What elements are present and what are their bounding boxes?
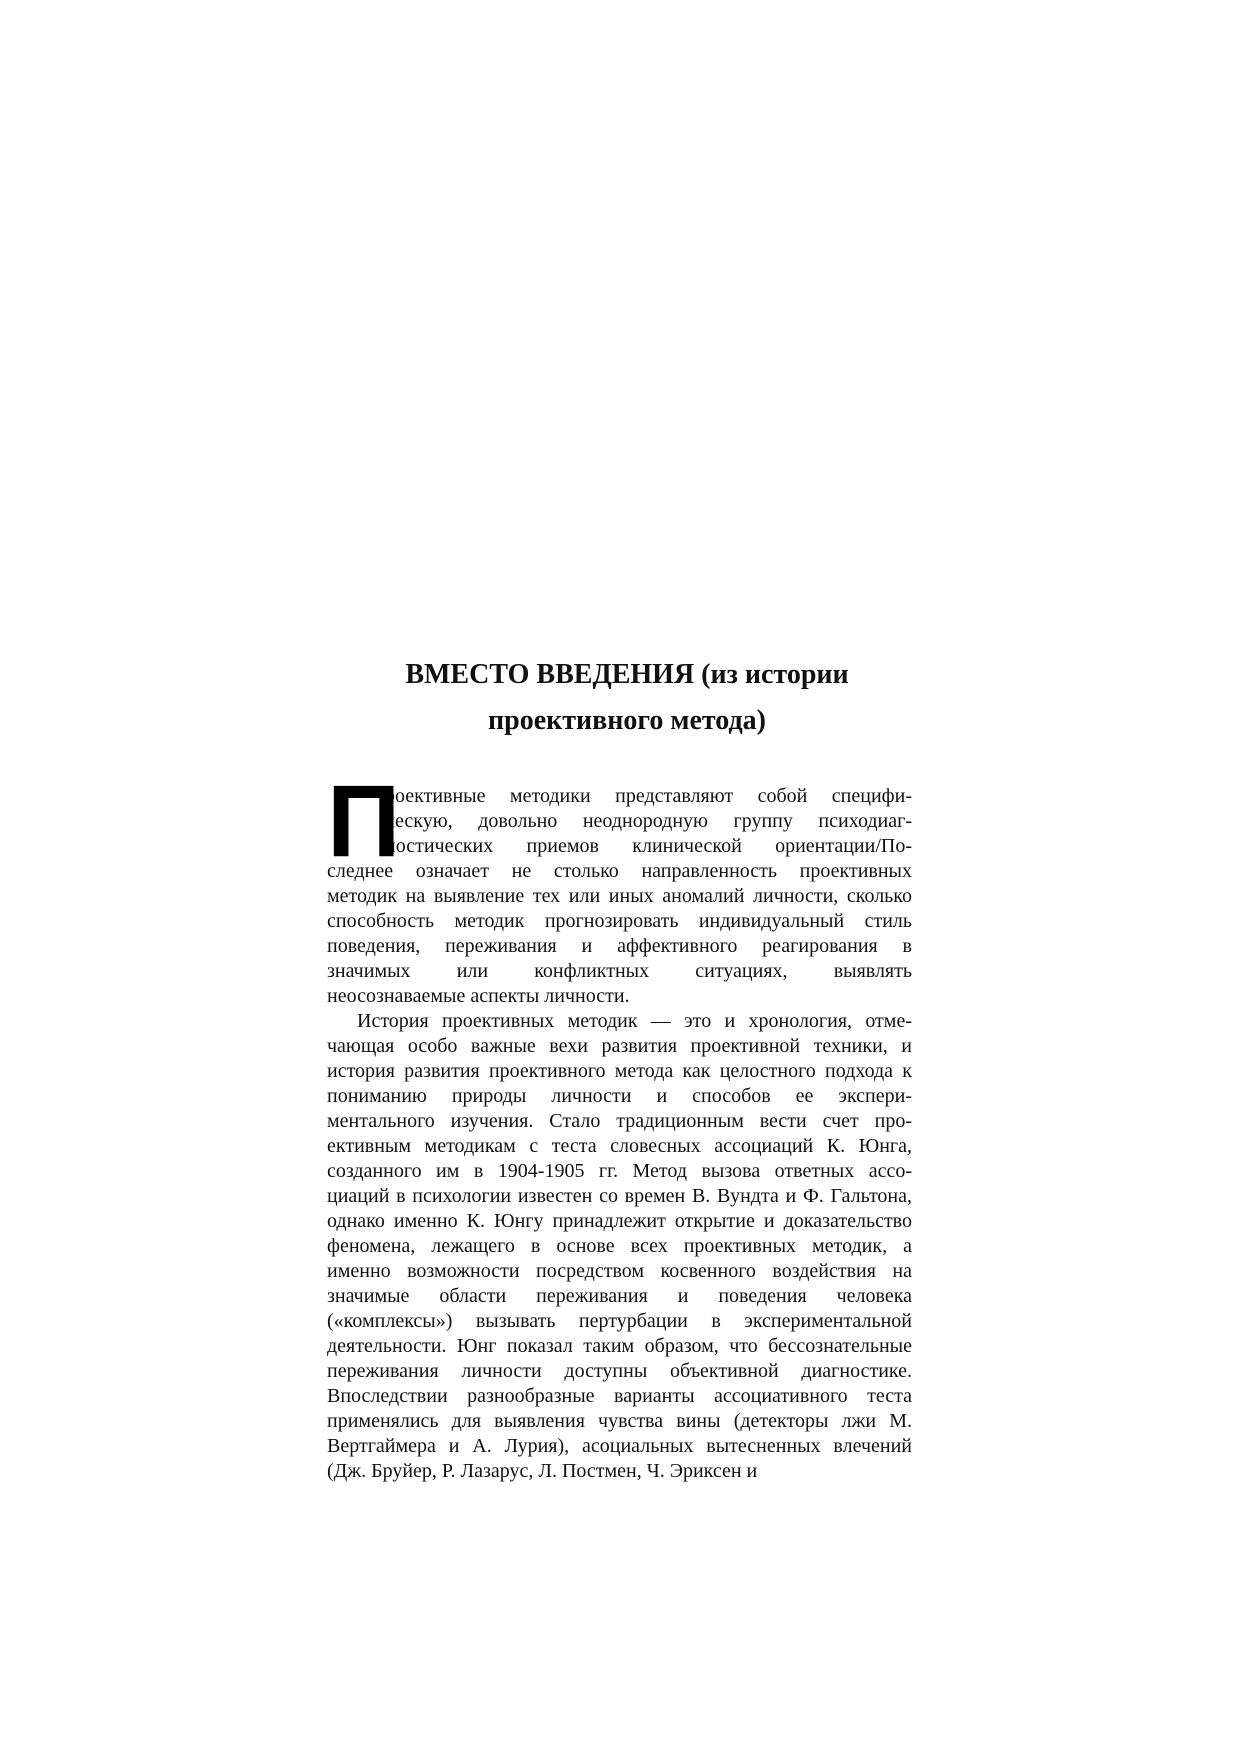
paragraph-1-line: поведения, переживания и аффективного реагирования в [327, 935, 912, 957]
paragraph-2-line: циаций в психологии известен со времен В. Вундта и Ф. Гальтона, [327, 1185, 912, 1207]
chapter-title [327, 652, 927, 744]
paragraph-2-line: ективным методикам с теста словесных ассоциаций К. Юнга, [327, 1135, 912, 1157]
chapter-title-line-2: проективного метода) [488, 705, 766, 736]
drop-cap-letter: П [327, 764, 401, 878]
paragraph-2-line: Впоследствии разнообразные варианты ассоциативного теста [327, 1385, 912, 1407]
paragraph-1-line: следнее означает не столько направленность проективных [327, 860, 912, 882]
paragraph-2-line: Вертгаймера и А. Лурия), асоциальных вытесненных влечений [327, 1435, 912, 1457]
paragraph-1-line: значимых или конфликтных ситуациях, выявлять [327, 960, 912, 982]
paragraph-2-line: феномена, лежащего в основе всех проективных методик, а [327, 1235, 912, 1257]
paragraph-2-line: применялись для выявления чувства вины (детекторы лжи М. [327, 1410, 912, 1432]
paragraph-1-line: неосознаваемые аспекты личности. [327, 985, 630, 1007]
paragraph-2-line: именно возможности посредством косвенного воздействия на [327, 1260, 912, 1282]
paragraph-1-line: способность методик прогнозировать индивидуальный стиль [327, 910, 912, 932]
paragraph-2-line: деятельности. Юнг показал таким образом, что бессознательные [327, 1335, 912, 1357]
paragraph-2 [327, 1009, 912, 1484]
chapter-title-line-1: ВМЕСТО ВВЕДЕНИЯ (из истории [405, 659, 849, 690]
paragraph-2-line: однако именно К. Юнгу принадлежит открытие и доказательство [327, 1210, 912, 1232]
paragraph-1-line: ностических приемов клинической ориентации/По- [385, 835, 912, 857]
paragraph-2-line: пониманию природы личности и способов ее экспери- [327, 1085, 912, 1107]
paragraph-2-line: история развития проективного метода как целостного подхода к [327, 1060, 912, 1082]
paragraph-1 [327, 764, 912, 1009]
paragraph-1-line: ческую, довольно неоднородную группу психодиаг- [385, 810, 912, 832]
paragraph-2-line: созданного им в 1904-1905 гг. Метод вызова ответных ассо- [327, 1160, 912, 1182]
body-text [327, 764, 912, 1484]
paragraph-2-line: ментального изучения. Стало традиционным вести счет про- [327, 1110, 912, 1132]
paragraph-1-line: методик на выявление тех или иных аномалий личности, сколько [327, 885, 912, 907]
paragraph-2-line: чающая особо важные вехи развития проективной техники, и [327, 1035, 912, 1057]
paragraph-2-line: (Дж. Бруйер, Р. Лазарус, Л. Постмен, Ч. Эриксен и [327, 1460, 758, 1482]
paragraph-2-line: значимые области переживания и поведения человека [327, 1285, 912, 1307]
paragraph-2-line: переживания личности доступны объективной диагностике. [327, 1360, 912, 1382]
paragraph-2-line: («комплексы») вызывать пертурбации в экспериментальной [327, 1310, 912, 1332]
paragraph-1-line: роективные методики представляют собой специфи- [385, 785, 912, 807]
paragraph-2-line: История проективных методик — это и хронология, отме- [357, 1010, 912, 1032]
